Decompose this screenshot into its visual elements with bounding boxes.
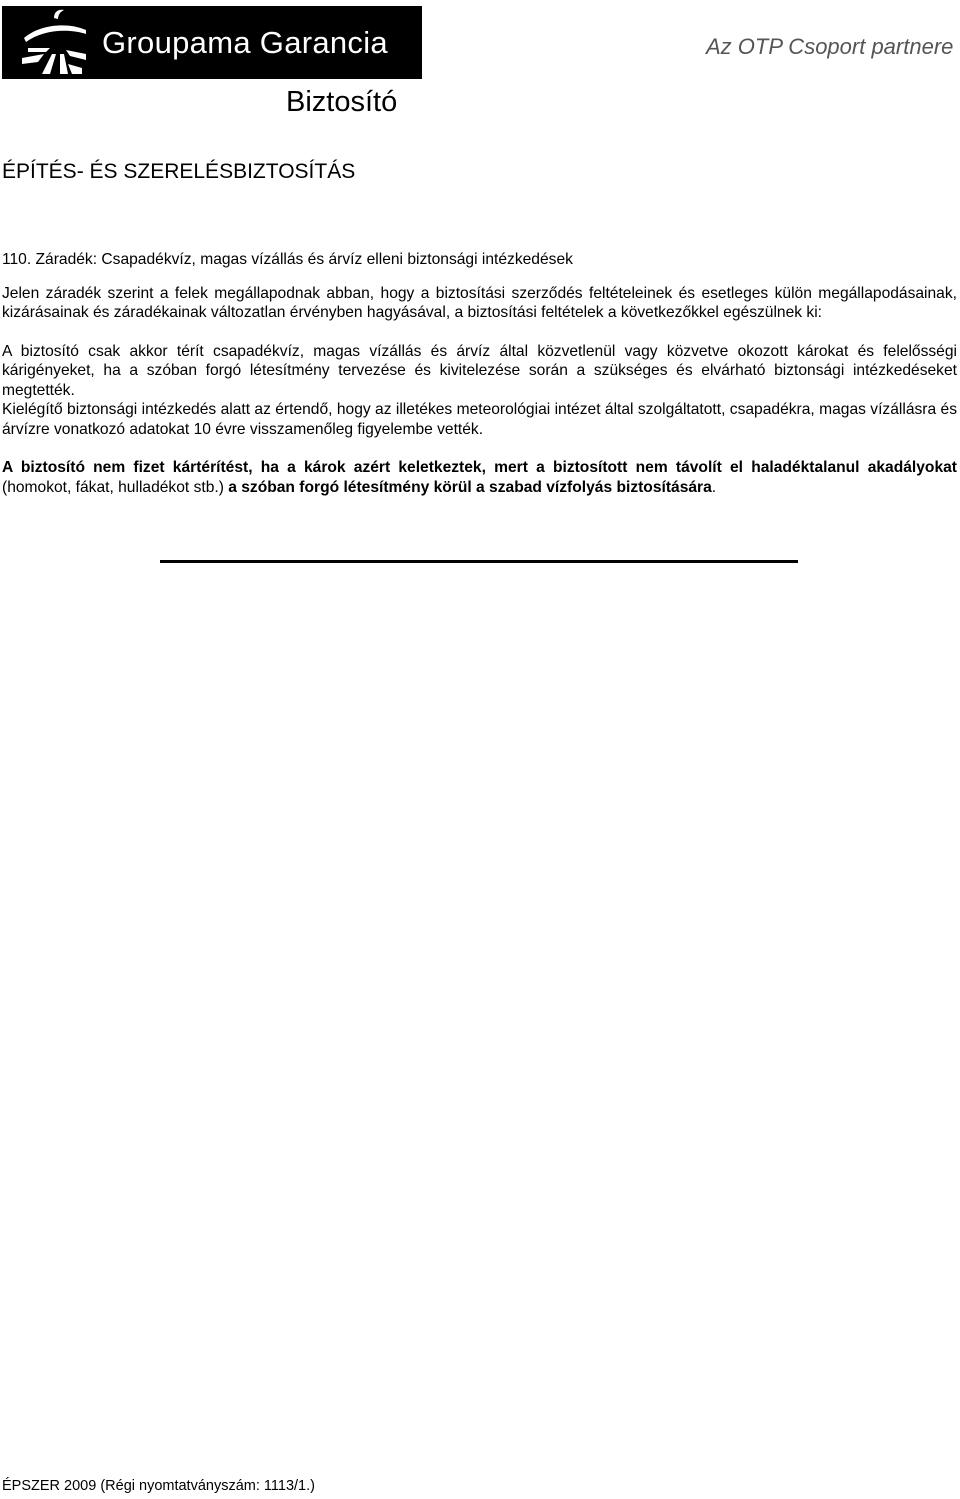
- logo-text: Groupama Garancia: [102, 25, 388, 60]
- document-body: [2, 250, 957, 497]
- paragraph-definition: Kielégítő biztonsági intézkedés alatt az értendő, hogy az illetékes meteorológiai intézet által szolgáltatott, csapadékra, magas vízállásra és árvízre vonatkozó adatokat 10 évre visszamenőleg figyelembe vették.: [2, 401, 957, 438]
- subbrand-label: Biztosító: [286, 86, 398, 118]
- exclusion-normal: (homokot, fákat, hulladékot stb.): [2, 478, 229, 496]
- document-title: ÉPÍTÉS- ÉS SZERELÉSBIZTOSÍTÁS: [2, 160, 356, 183]
- paragraph-exclusion: [2, 458, 957, 497]
- exclusion-end: .: [711, 478, 717, 496]
- footer-text: ÉPSZER 2009 (Régi nyomtatványszám: 1113/1.): [2, 1478, 315, 1494]
- clause-title: 110. Záradék: Csapadékvíz, magas vízállás és árvíz elleni biztonsági intézkedések: [2, 251, 573, 268]
- partner-label: Az OTP Csoport partnere: [706, 34, 954, 59]
- groupama-emblem-icon: [20, 8, 90, 76]
- groupama-logo: [2, 6, 422, 79]
- intro-paragraph: Jelen záradék szerint a felek megállapodnak abban, hogy a biztosítási szerződés feltételeinek és esetleges külön megállapodásainak, kizárásainak és záradékainak változatlan érvényben hagyásával, a biztosítási feltételek a következőkkel egészülnek ki:: [2, 284, 957, 321]
- divider-line: [160, 560, 798, 563]
- exclusion-bold-1: A biztosító nem fizet kártérítést, ha a károk azért keletkeztek, mert a biztosított nem távolít el haladéktalanul akadályokat: [2, 459, 957, 476]
- exclusion-bold-2: a szóban forgó létesítmény körül a szabad vízfolyás biztosítására: [228, 478, 712, 496]
- paragraph-conditions: A biztosító csak akkor térít csapadékvíz, magas vízállás és árvíz által közvetlenül vagy közvetve okozott károkat és felelősségi kárigényeket, ha a szóban forgó létesítmény tervezése és kivitelezése során a szükséges és elvárható biztonsági intézkedéseket megtették.: [2, 342, 957, 399]
